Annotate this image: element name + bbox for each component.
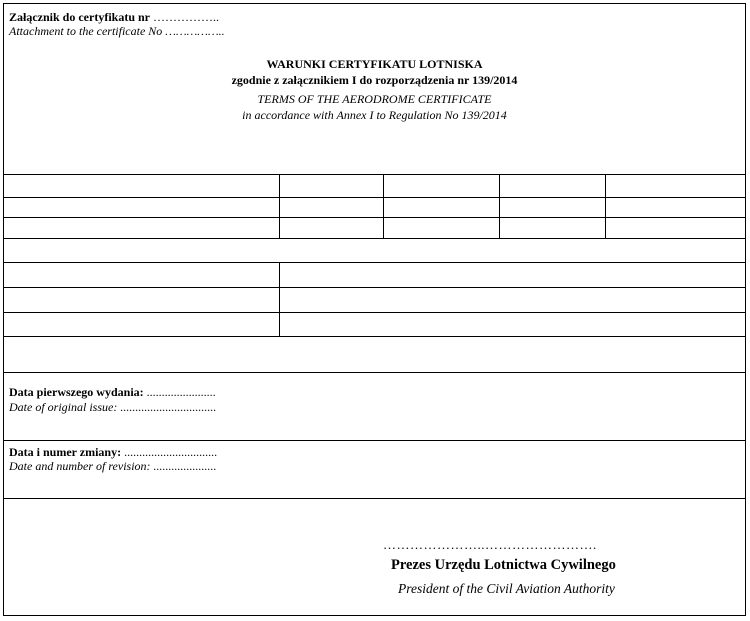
annex-label-pl: Załącznik do certyfikatu nr [9,10,150,24]
grid-a-cell[interactable] [500,198,605,217]
grid-b-cell[interactable] [280,263,745,287]
revision-line-pl [9,445,217,460]
grid-a-cell[interactable] [4,218,279,238]
signatory-title-en: President of the Civil Aviation Authority [398,581,615,596]
grid-b-cell[interactable] [4,263,279,287]
signatory-title-pl: Prezes Urzędu Lotnictwa Cywilnego [391,557,616,573]
grid-a-bottom [4,238,745,239]
grid-b-cell[interactable] [4,288,279,312]
divider-signature [4,498,745,499]
grid-a-cell[interactable] [4,175,279,197]
grid-a-cell[interactable] [280,198,383,217]
annex-number-line-en [9,24,225,39]
grid-a-cell[interactable] [280,175,383,197]
revision-label-pl: Data i numer zmiany: [9,445,122,459]
issue-date-field-pl[interactable]: ....................... [143,385,216,399]
certificate-attachment-form [3,3,746,616]
issue-date-line-en [9,400,216,415]
grid-a-cell[interactable] [606,198,745,217]
grid-b-cell[interactable] [4,313,279,336]
issue-date-field-en[interactable]: ................................ [117,400,217,414]
annex-number-field-pl[interactable]: …………….. [150,10,219,24]
revision-field-pl[interactable]: ............................... [121,445,218,459]
document-title-pl: WARUNKI CERTYFIKATU LOTNISKA [266,57,483,71]
revision-line-en [9,459,217,474]
grid-a-cell[interactable] [280,218,383,238]
revision-field-en[interactable]: ..................... [150,459,217,473]
grid-a-cell[interactable] [606,218,745,238]
grid-a-cell[interactable] [606,175,745,197]
issue-date-label-pl: Data pierwszego wydania: [9,385,144,399]
divider-issue [4,372,745,373]
grid-b-bottom [4,336,745,337]
issue-date-line-pl [9,385,216,400]
annex-number-field-en[interactable]: …………….. [162,24,225,38]
grid-b-cell[interactable] [280,288,745,312]
annex-number-line-pl [9,10,219,25]
document-title-en: TERMS OF THE AERODROME CERTIFICATE [257,92,492,106]
revision-label-en: Date and number of revision: [9,459,151,473]
signature-line[interactable]: …………………..……………………. [383,537,597,552]
grid-a-cell[interactable] [384,218,499,238]
document-subtitle-en: in accordance with Annex I to Regulation No 139/2014 [242,108,507,122]
divider-revision [4,440,745,441]
issue-date-label-en: Date of original issue: [9,400,118,414]
grid-a-cell[interactable] [384,175,499,197]
document-subtitle-pl: zgodnie z załącznikiem I do rozporządzenia nr 139/2014 [231,73,518,87]
grid-a-cell[interactable] [384,198,499,217]
grid-a-cell[interactable] [4,198,279,217]
grid-b-cell[interactable] [280,313,745,336]
annex-label-en: Attachment to the certificate No [9,24,163,38]
grid-a-cell[interactable] [500,218,605,238]
grid-a-cell[interactable] [500,175,605,197]
